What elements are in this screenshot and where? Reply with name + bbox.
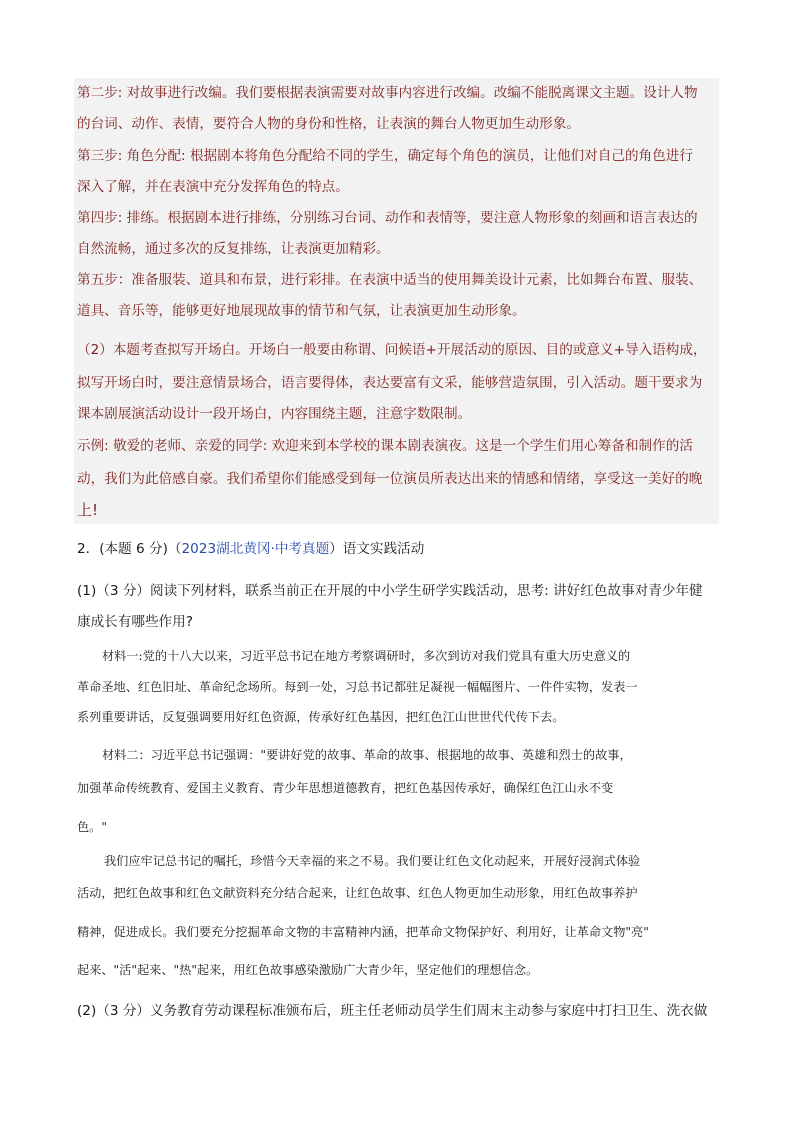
material-line: 系列重要讲话，反复强调要用好红色资源，传承好红色基因，把红色江山世世代代传下去。 [77, 710, 565, 724]
question-score: (本题 6 分)（ [99, 541, 182, 557]
answer-line: 的台词、动作、表情，要符合人物的身份和性格，让表演的舞台人物更加生动形象。 [77, 116, 580, 132]
answer-line: 示例: 敬爱的老师、亲爱的同学: 欢迎来到本学校的课本剧表演夜。这是一个学生们用心筹备和制作的活 [77, 438, 693, 454]
material-line: 材料一:党的十八大以来，习近平总书记在地方考察调研时，多次到访对我们党具有重大历史意义的 [102, 649, 631, 663]
answer-line: 第四步: 排练。根据剧本进行排练，分别练习台词、动作和表情等，要注意人物形象的刻画和语言表达的 [77, 210, 698, 226]
answer-line: 深入了解，并在表演中充分发挥角色的特点。 [77, 179, 349, 195]
material-line: 精神，促进成长。我们要充分挖掘革命文物的丰富精神内涵，把革命文物保护好、利用好，让革命文物"亮" [77, 925, 649, 939]
answer-line: 上! [77, 501, 99, 519]
answer-line: 自然流畅，通过多次的反复排练，让表演更加精彩。 [77, 241, 390, 257]
material-line: 加强革命传统教育、爱国主义教育、青少年思想道德教育，把红色基因传承好，确保红色江山永不变 [77, 781, 614, 795]
answer-line: （2）本题考查拟写开场白。开场白一般要由称谓、问候语+开展活动的原因、目的或意义+导入语构成， [77, 342, 707, 358]
question-source-tag: 2023湖北黄冈·中考真题 [181, 541, 330, 557]
sub-question-1-line: 康成长有哪些作用? [77, 614, 193, 630]
sub-question-1-line: (1)（3 分）阅读下列材料，联系当前正在开展的中小学生研学实践活动，思考: 讲好红色故事对青少年健 [77, 583, 703, 599]
sub-question-2-line: (2)（3 分）义务教育劳动课程标准颁布后，班主任老师动员学生们周末主动参与家庭中打扫卫生、洗衣做 [77, 1003, 708, 1019]
answer-line: 第二步: 对故事进行改编。我们要根据表演需要对故事内容进行改编。改编不能脱离课文主题。设计人物 [77, 85, 698, 101]
material-line: 革命圣地、红色旧址、革命纪念场所。每到一处，习总书记都驻足凝视一幅幅图片、一件件实物，发表一 [77, 680, 638, 694]
question-header [77, 539, 424, 559]
material-line: 我们应牢记总书记的嘱托，珍惜今天幸福的来之不易。我们要让红色文化动起来，开展好浸润式体验 [104, 854, 641, 868]
answer-line: 拟写开场白时，要注意情景场合，语言要得体，表达要富有文采，能够营造氛围，引入活动。题干要求为 [77, 375, 703, 391]
answer-line: 第三步: 角色分配: 根据剧本将角色分配给不同的学生，确定每个角色的演员，让他们对自己的角色进行 [77, 148, 693, 164]
material-line: 起来、"活"起来、"热"起来，用红色故事感染激励广大青少年，坚定他们的理想信念。 [77, 963, 539, 977]
question-type: ）语文实践活动 [329, 541, 425, 557]
answer-line: 道具、音乐等，能够更好地展现故事的情节和气氛，让表演更加生动形象。 [77, 303, 526, 319]
answer-line: 第五步：准备服装、道具和布景，进行彩排。在表演中适当的使用舞美设计元素，比如舞台布置、服装、 [77, 272, 703, 288]
answer-line: 课本剧展演活动设计一段开场白，内容围绕主题，注意字数限制。 [77, 406, 472, 422]
material-line: 活动，把红色故事和红色文献资料充分结合起来，让红色故事、红色人物更加生动形象，用红色故事养护 [77, 886, 638, 900]
material-line: 材料二：习近平总书记强调："要讲好党的故事、革命的故事、根据地的故事、英雄和烈士的故事， [102, 748, 632, 762]
answer-line: 动，我们为此倍感自豪。我们希望你们能感受到每一位演员所表达出来的情感和情绪，享受这一美好的晚 [77, 471, 703, 487]
question-number: 2． [77, 541, 100, 557]
material-line: 色。" [77, 820, 107, 834]
